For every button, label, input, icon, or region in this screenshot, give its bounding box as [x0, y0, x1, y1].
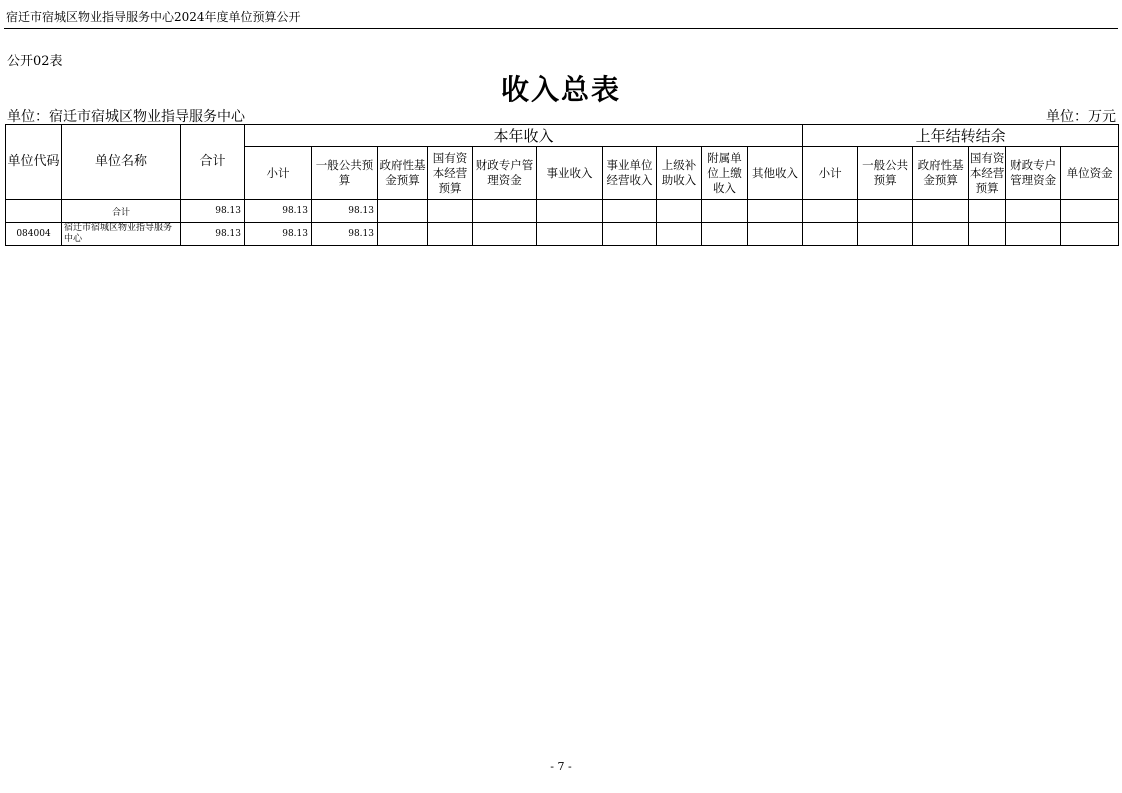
- header-unit-code: 单位代码: [6, 125, 62, 200]
- cell-unit-code: 084004: [6, 223, 62, 246]
- cell-empty: [702, 223, 748, 246]
- cell-empty: [603, 200, 657, 223]
- header-current-subordinate-remit: 附属单位上缴收入: [702, 147, 748, 200]
- header-current-gov-fund-budget: 政府性基金预算: [378, 147, 428, 200]
- header-current-general-budget: 一般公共预算: [312, 147, 378, 200]
- header-unit-name: 单位名称: [62, 125, 181, 200]
- cell-empty: [748, 223, 803, 246]
- header-current-other-income: 其他收入: [748, 147, 803, 200]
- header-current-superior-subsidy: 上级补助收入: [657, 147, 702, 200]
- header-group-carryover: 上年结转结余: [803, 125, 1119, 147]
- cell-current-subtotal: 98.13: [245, 223, 312, 246]
- cell-unit-code: [6, 200, 62, 223]
- cell-empty: [1061, 223, 1119, 246]
- cell-empty: [748, 200, 803, 223]
- cell-unit-name: 合计: [62, 200, 181, 223]
- cell-empty: [473, 200, 537, 223]
- cell-empty: [378, 223, 428, 246]
- currency-unit-label: 单位：万元: [1046, 109, 1116, 125]
- cell-empty: [657, 223, 702, 246]
- header-carryover-special-account: 财政专户管理资金: [1006, 147, 1061, 200]
- cell-empty: [969, 200, 1006, 223]
- unit-name-label: 单位：宿迁市宿城区物业指导服务中心: [7, 109, 245, 125]
- cell-empty: [858, 223, 913, 246]
- cell-empty: [657, 200, 702, 223]
- header-carryover-gov-fund-budget: 政府性基金预算: [913, 147, 969, 200]
- header-group-current-income: 本年收入: [245, 125, 803, 147]
- header-total: 合计: [181, 125, 245, 200]
- cell-empty: [537, 200, 603, 223]
- table-row: [6, 223, 1119, 246]
- page-title: 收入总表: [500, 73, 621, 106]
- table-row: [6, 200, 1119, 223]
- header-current-state-capital-budget: 国有资本经营预算: [428, 147, 473, 200]
- header-current-subtotal: 小计: [245, 147, 312, 200]
- header-carryover-unit-funds: 单位资金: [1061, 147, 1119, 200]
- cell-empty: [803, 223, 858, 246]
- cell-empty: [603, 223, 657, 246]
- cell-empty: [1006, 223, 1061, 246]
- cell-current-general-budget: 98.13: [312, 200, 378, 223]
- cell-empty: [473, 223, 537, 246]
- cell-empty: [1006, 200, 1061, 223]
- table-code: 公开02表: [7, 54, 63, 69]
- header-carryover-state-capital-budget: 国有资本经营预算: [969, 147, 1006, 200]
- cell-total: 98.13: [181, 223, 245, 246]
- cell-empty: [969, 223, 1006, 246]
- header-carryover-general-budget: 一般公共预算: [858, 147, 913, 200]
- header-carryover-subtotal: 小计: [803, 147, 858, 200]
- cell-empty: [428, 200, 473, 223]
- header-divider: [4, 28, 1118, 29]
- cell-unit-name: 宿迁市宿城区物业指导服务中心: [62, 223, 181, 246]
- cell-empty: [1061, 200, 1119, 223]
- cell-empty: [913, 200, 969, 223]
- document-header: 宿迁市宿城区物业指导服务中心2024年度单位预算公开: [6, 10, 301, 24]
- cell-empty: [378, 200, 428, 223]
- cell-empty: [702, 200, 748, 223]
- header-current-business-income: 事业收入: [537, 147, 603, 200]
- income-summary-table: [5, 124, 1119, 246]
- cell-empty: [428, 223, 473, 246]
- header-current-operating-income: 事业单位经营收入: [603, 147, 657, 200]
- header-current-special-account: 财政专户管理资金: [473, 147, 537, 200]
- cell-current-general-budget: 98.13: [312, 223, 378, 246]
- cell-current-subtotal: 98.13: [245, 200, 312, 223]
- page-number: - 7 -: [550, 760, 572, 773]
- cell-empty: [913, 223, 969, 246]
- cell-empty: [537, 223, 603, 246]
- cell-empty: [803, 200, 858, 223]
- cell-total: 98.13: [181, 200, 245, 223]
- cell-empty: [858, 200, 913, 223]
